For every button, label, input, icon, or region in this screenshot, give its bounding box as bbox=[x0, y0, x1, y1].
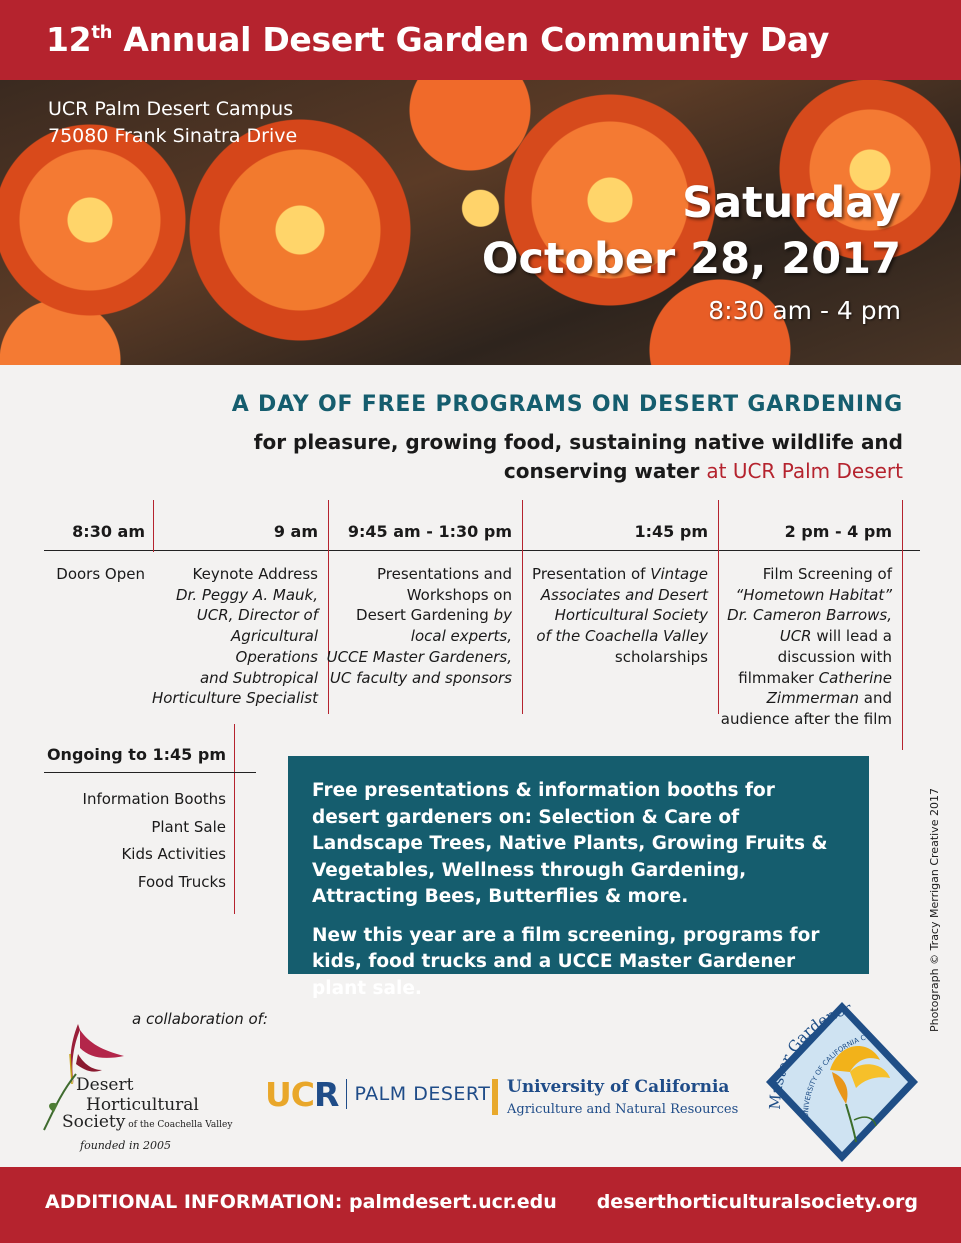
schedule-line: audience after the film bbox=[720, 709, 892, 728]
dhs-name-line2: Horticultural bbox=[86, 1095, 199, 1115]
venue-name: UCR Palm Desert Campus bbox=[48, 98, 294, 120]
schedule-time: 8:30 am bbox=[72, 522, 145, 541]
schedule-line: Agricultural Operations bbox=[231, 627, 318, 666]
schedule-divider bbox=[44, 550, 920, 551]
ongoing-item: Plant Sale bbox=[151, 817, 226, 836]
mg-title: Master Gardener bbox=[765, 1000, 854, 1111]
schedule-time: 9:45 am - 1:30 pm bbox=[347, 522, 512, 541]
schedule-line: Dr. Cameron Barrows, bbox=[727, 606, 892, 625]
schedule-line: Presentations and bbox=[376, 565, 512, 583]
title-ordinal: th bbox=[91, 22, 113, 43]
schedule-line: and Subtropical bbox=[199, 668, 318, 687]
ongoing-item: Information Booths bbox=[82, 790, 226, 808]
schedule-line: Presentation of Vintage bbox=[532, 565, 708, 583]
event-day: Saturday bbox=[682, 178, 901, 228]
schedule-line: local experts, bbox=[410, 627, 512, 646]
footer-bar bbox=[0, 1167, 961, 1243]
schedule-line: “Hometown Habitat” bbox=[735, 585, 892, 604]
ongoing-item: Kids Activities bbox=[121, 845, 226, 864]
ucr-logo-campus: PALM DESERT bbox=[354, 1083, 491, 1105]
ongoing-item: Food Trucks bbox=[137, 873, 226, 892]
feature-text: Free presentations & information booths for desert gardeners on: Selection & Care of Landscape Trees, Native Plants, Growing Fruits & Vegetables, Wellness through Gardening, Attracting Bees, Butterflies & more. bbox=[312, 780, 828, 907]
ucr-logo-uc: UC bbox=[265, 1074, 315, 1114]
ucr-logo-r: R bbox=[314, 1074, 340, 1114]
event-date: October 28, 2017 bbox=[481, 234, 901, 284]
schedule-line: Associates and Desert bbox=[540, 585, 708, 604]
collaboration-label: a collaboration of: bbox=[132, 1010, 268, 1028]
event-title bbox=[46, 20, 829, 59]
header-bar bbox=[0, 0, 961, 80]
master-gardener-logo bbox=[750, 1000, 925, 1165]
schedule-time: 2 pm - 4 pm bbox=[784, 522, 892, 541]
schedule-line: Keynote Address bbox=[192, 565, 318, 583]
footer-info-link[interactable]: ADDITIONAL INFORMATION: palmdesert.ucr.edu bbox=[45, 1191, 557, 1213]
footer-dhs-link[interactable]: deserthorticulturalsociety.org bbox=[596, 1191, 918, 1213]
headline: A DAY OF FREE PROGRAMS ON DESERT GARDENING bbox=[231, 392, 903, 417]
column-divider bbox=[902, 500, 903, 750]
schedule-line: Horticultural Society bbox=[554, 606, 708, 625]
uc-anr-division: Agriculture and Natural Resources bbox=[507, 1102, 739, 1117]
schedule-line: UCR, Director of bbox=[196, 606, 318, 625]
venue-street: 75080 Frank Sinatra Drive bbox=[48, 125, 298, 147]
schedule-line: Zimmerman and bbox=[766, 689, 892, 708]
schedule-line: discussion with bbox=[777, 647, 892, 666]
ongoing-divider bbox=[234, 724, 235, 914]
schedule-line: Horticulture Specialist bbox=[151, 689, 318, 708]
schedule-description bbox=[326, 564, 512, 688]
subheadline bbox=[203, 428, 903, 486]
column-divider bbox=[153, 500, 154, 552]
mg-subtitle: UNIVERSITY OF CALIFORNIA C bbox=[801, 1033, 867, 1118]
schedule-line: Workshops on bbox=[406, 585, 512, 604]
schedule-line: Dr. Peggy A. Mauk, bbox=[175, 585, 318, 604]
dhs-logo bbox=[40, 1014, 240, 1156]
ongoing-list bbox=[44, 786, 226, 897]
schedule-line: Desert Gardening by bbox=[356, 606, 512, 625]
schedule-line: UC faculty and sponsors bbox=[329, 668, 512, 687]
schedule-time: 9 am bbox=[273, 522, 318, 541]
schedule-line: scholarships bbox=[614, 647, 708, 666]
dhs-name-line1: Desert bbox=[76, 1075, 134, 1095]
dhs-founded: founded in 2005 bbox=[80, 1139, 172, 1152]
feature-text-new: New this year are a film screening, programs for kids, food trucks and a UCCE Master Gardener plant sale. bbox=[312, 924, 820, 999]
schedule-line: UCR will lead a bbox=[779, 627, 892, 646]
event-time: 8:30 am - 4 pm bbox=[708, 296, 901, 325]
title-number: 12 bbox=[46, 20, 92, 59]
uc-anr-name: University of California bbox=[507, 1077, 730, 1097]
schedule-description bbox=[148, 564, 318, 709]
schedule-description bbox=[710, 564, 892, 730]
venue-address bbox=[48, 96, 297, 150]
schedule-description bbox=[35, 564, 145, 585]
subheadline-text: for pleasure, growing food, sustaining native wildlife and conserving water bbox=[253, 430, 903, 483]
schedule-time: 1:45 pm bbox=[634, 522, 708, 541]
dhs-society: Society bbox=[62, 1112, 126, 1132]
ucr-logo-divider bbox=[346, 1079, 347, 1109]
title-text: Annual Desert Garden Community Day bbox=[112, 20, 830, 59]
photo-credit-text: Photograph © Tracy Merrigan Creative 2017 bbox=[928, 788, 941, 1032]
master-gardener-emblem bbox=[750, 1000, 925, 1165]
schedule-line: Doors Open bbox=[56, 565, 145, 583]
schedule-line: filmmaker Catherine bbox=[738, 668, 892, 687]
schedule-description bbox=[522, 564, 708, 668]
schedule-line: of the Coachella Valley bbox=[536, 627, 708, 646]
ongoing-underline bbox=[44, 772, 256, 773]
schedule-line: Film Screening of bbox=[762, 565, 892, 583]
uc-anr-bar bbox=[492, 1079, 498, 1115]
ucr-palm-desert-logo bbox=[265, 1076, 490, 1112]
dhs-name-line3 bbox=[62, 1112, 232, 1132]
schedule-line: UCCE Master Gardeners, bbox=[326, 647, 512, 666]
ongoing-heading: Ongoing to 1:45 pm bbox=[46, 745, 226, 764]
hero-photo bbox=[0, 80, 961, 365]
feature-box bbox=[288, 756, 869, 999]
dhs-region: of the Coachella Valley bbox=[125, 1120, 233, 1130]
subheadline-location: at UCR Palm Desert bbox=[706, 459, 903, 483]
